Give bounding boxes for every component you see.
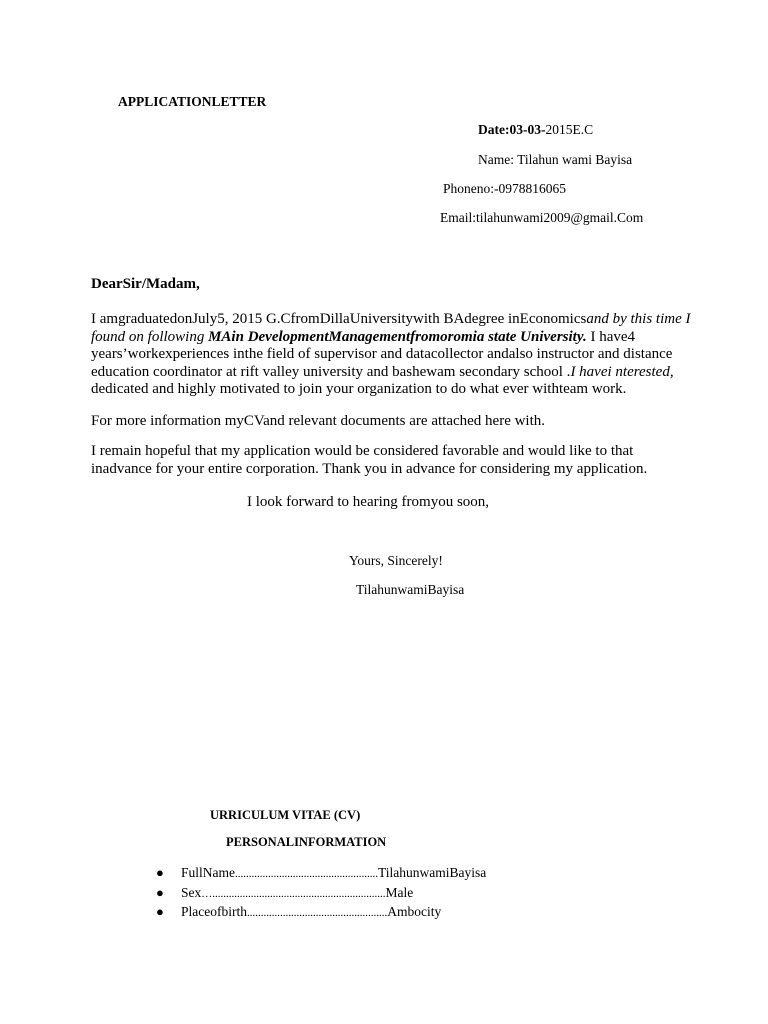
bullet-icon: ● (156, 884, 164, 900)
item-label: Sex (181, 884, 202, 900)
p1-ending: dedicated and highly motivated to join your organization to do what ever withteam work. (91, 381, 627, 397)
list-item (138, 864, 486, 884)
item-dots: …............................................................... (201, 887, 386, 900)
date-day-month: 03-03- (509, 122, 546, 137)
date-label: Date: (478, 122, 510, 137)
item-value: TilahunwamiBayisa (378, 865, 487, 880)
item-label: FullName (181, 865, 235, 880)
list-item (138, 903, 486, 923)
sender-phone: Phoneno:-0978816065 (443, 181, 566, 196)
cv-section-title: PERSONALINFORMATION (226, 835, 387, 849)
signature-name: TilahunwamiBayisa (356, 582, 465, 597)
bullet-icon: ● (156, 904, 164, 919)
closing-line: I look forward to hearing fromyou soon, (247, 494, 490, 510)
p1-italic: and by this time I found on following (91, 311, 691, 345)
item-dots: ................................................... (246, 907, 388, 919)
letter-paragraph-3: I remain hopeful that my application would be considered favorable and would like to that inadvance for your entire corporation. Thank you in advance for considering my application. (91, 443, 648, 477)
cv-title: URRICULUM VITAE (CV) (210, 808, 361, 822)
p1-interested: I havei nterested, (570, 363, 674, 380)
letter-paragraph-2: For more information myCVand relevant documents are attached here with. (91, 413, 546, 429)
item-value: Ambocity (387, 904, 442, 919)
salutation: DearSir/Madam, (91, 276, 200, 292)
letter-paragraph-1 (91, 311, 691, 399)
item-value: Male (385, 884, 414, 900)
personal-info-list (138, 864, 486, 923)
list-item (138, 884, 486, 904)
p1-intro: I amgraduatedonJuly5, 2015 G.CfromDillaUniversitywith BAdegree inEconomics (91, 311, 587, 327)
bullet-icon: ● (156, 865, 164, 880)
item-label: Placeofbirth (181, 904, 247, 919)
document-title: APPLICATIONLETTER (118, 94, 267, 109)
date-line (478, 122, 593, 138)
valediction: Yours, Sincerely! (349, 553, 443, 568)
sender-name: Name: Tilahun wami Bayisa (478, 152, 633, 167)
p1-experience: I have4 years’workexperiences inthe field of supervisor and datacollector andalso instructor and distance education coordinator at rift valley university and bashewam secondary school . (91, 328, 673, 380)
sender-email: Email:tilahunwami2009@gmail.Com (440, 210, 644, 225)
p1-degree: MAin DevelopmentManagementfromoromia state University. (208, 328, 587, 345)
item-dots: .................................................... (235, 868, 378, 880)
date-year: 2015E.C (545, 122, 594, 137)
